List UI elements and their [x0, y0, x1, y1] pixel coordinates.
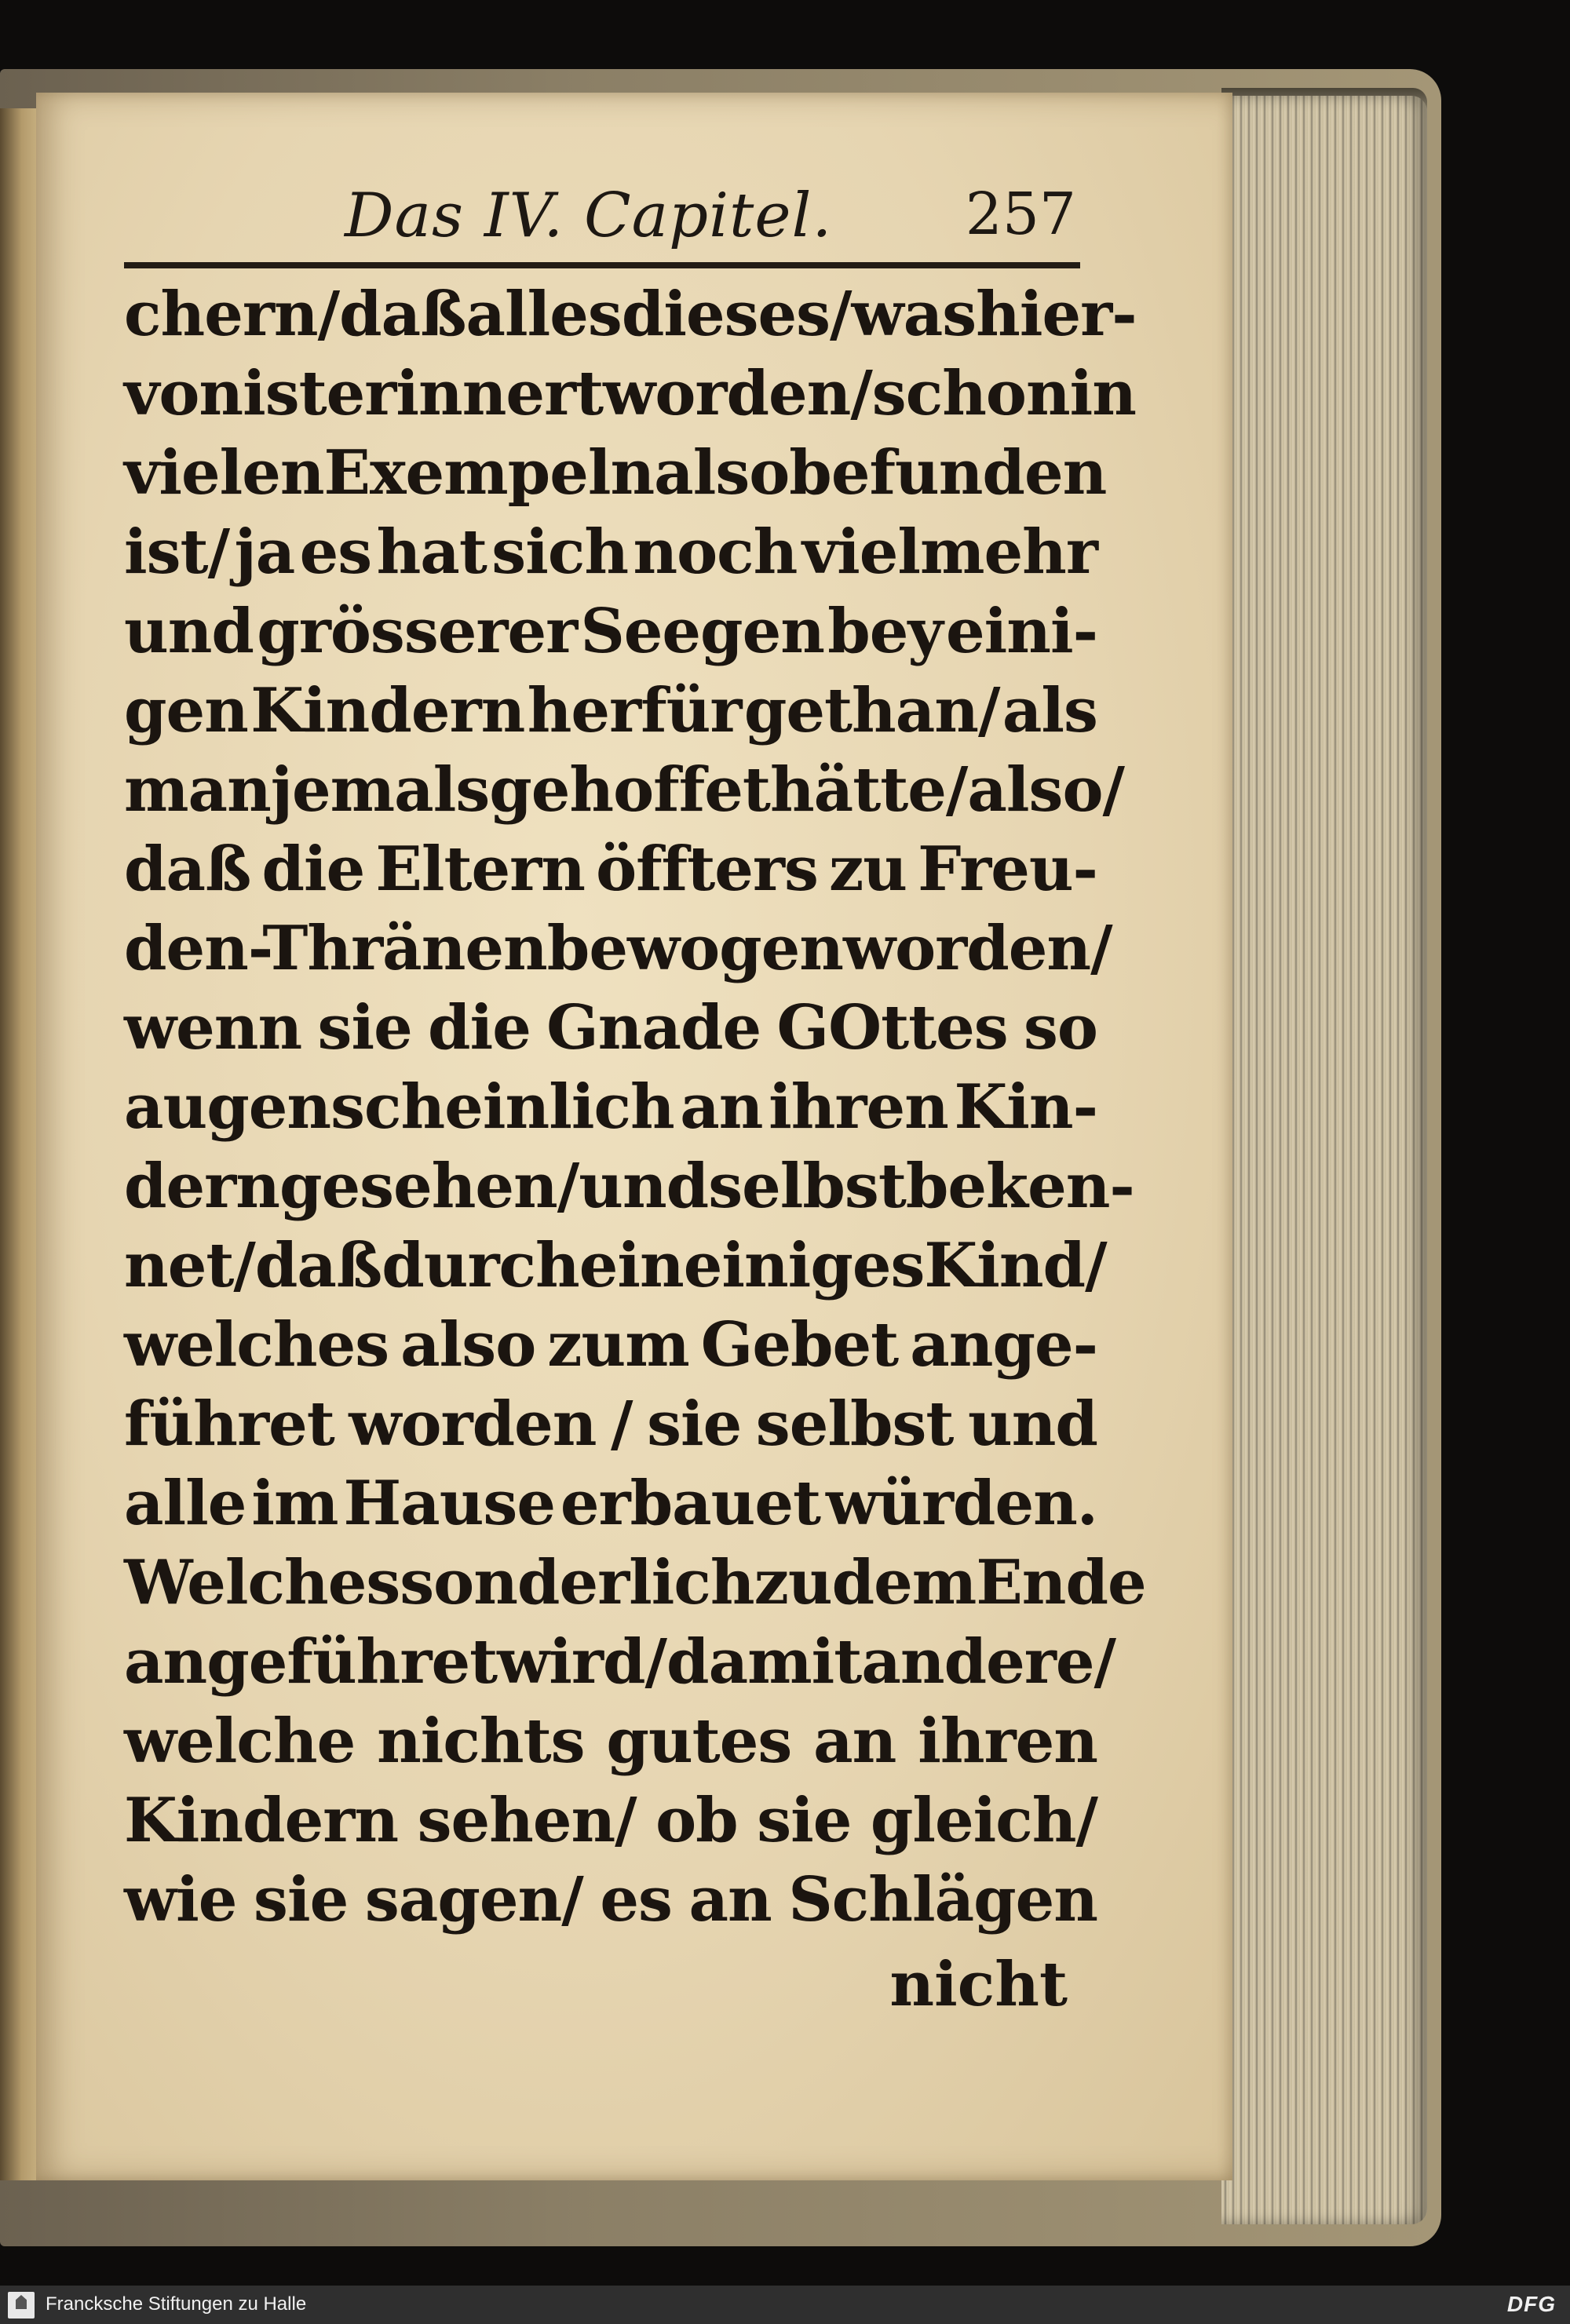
gutter-left-page: [0, 108, 36, 2180]
catchword: nicht: [889, 1949, 1068, 2020]
text-line: angeführet wird/damit andere/: [124, 1626, 1115, 1698]
chapter-heading: Das IV. Capitel.: [345, 181, 833, 251]
text-line: wenn sie die Gnade GOttes so: [124, 992, 1097, 1063]
text-line: den-Thränen bewogen worden/: [124, 913, 1112, 984]
text-line: führet worden / sie selbst und: [124, 1388, 1097, 1460]
footer-bar: [0, 2286, 1570, 2324]
text-line: man jemals gehoffet hätte/ also/: [124, 754, 1124, 826]
text-line: wie sie sagen/ es an Schlägen: [124, 1864, 1097, 1935]
text-line: Welches sonderlich zu dem Ende: [124, 1547, 1146, 1618]
page-number: 257: [965, 181, 1076, 248]
text-line: daß die Eltern öffters zu Freu-: [124, 834, 1097, 905]
body-text: [124, 275, 1146, 1939]
text-line: vielen Exempeln also befunden: [124, 437, 1107, 509]
text-line: chern/daß alles dieses/was hier-: [124, 279, 1137, 350]
book-page: [36, 93, 1232, 2180]
text-line: und grösserer Seegen bey eini-: [124, 596, 1097, 667]
text-line: dern gesehen / und selbst beken-: [124, 1151, 1134, 1222]
text-line: gen Kindern herfür gethan/ als: [124, 675, 1097, 746]
text-line: alle im Hause erbauet würden.: [124, 1468, 1097, 1539]
text-line: welches also zum Gebet ange-: [124, 1309, 1097, 1381]
text-line: augenscheinlich an ihren Kin-: [124, 1071, 1097, 1143]
text-line: Kindern sehen/ ob sie gleich/: [124, 1785, 1097, 1856]
dfg-logo: DFG: [1506, 2292, 1556, 2316]
text-line: ist/ ja es hat sich noch vielmehr: [124, 516, 1097, 588]
institution-name: Francksche Stiftungen zu Halle: [46, 2293, 307, 2315]
text-line: net/ daß durch ein einiges Kind/: [124, 1230, 1107, 1301]
page-stack-fore-edge: [1221, 96, 1427, 2224]
institution-logo-icon: [8, 2292, 35, 2319]
header-rule: [124, 262, 1080, 268]
running-head: [122, 181, 1076, 267]
text-line: von ist erinnert worden/schon in: [124, 358, 1136, 429]
text-line: welche nichts gutes an ihren: [124, 1706, 1097, 1777]
